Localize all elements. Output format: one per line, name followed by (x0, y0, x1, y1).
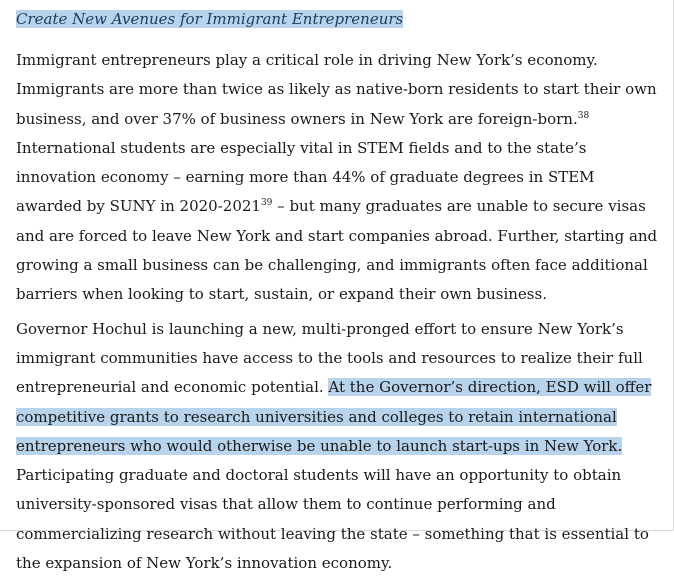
section-heading: Create New Avenues for Immigrant Entrepreneurs (16, 10, 404, 28)
section-heading-row (16, 6, 661, 36)
footnote-ref-39: 39 (260, 198, 273, 209)
paragraph-2-text-a: Governor Hochul is launching a new, multi-pronged effort to ensure New York’s immigrant communities have access to the tools and resources to realize their full entrepreneurial and economic potential. (16, 319, 643, 397)
paragraph-1-text-c: – but many graduates are unable to secure visas and are forced to leave New York and start companies abroad. Further, starting and growing a small business can be challenging, and immigrants often face additional barriers when looking to start, sustain, or expand their own business. (16, 197, 658, 304)
footnote-ref-38: 38 (577, 110, 590, 121)
paragraph-1-text-a: Immigrant entrepreneurs play a critical role in driving New York’s economy. Immigrants are more than twice as likely as native-born residents to start their own business, and over 37% of business owners in New York are foreign-born. (16, 51, 657, 128)
highlighted-sentence: At the Governor’s direction, ESD will offer competitive grants to research universities and colleges to retain international entrepreneurs who would otherwise be unable to launch start-ups in New York. (16, 378, 652, 455)
paragraph-1 (16, 46, 661, 310)
paragraph-2 (16, 315, 661, 579)
paragraph-1-text-b: International students are especially vital in STEM fields and to the state’s innovation economy – earning more than 44% of graduate degrees in STEM awarded by SUNY in 2020-2021 (16, 138, 595, 216)
document-body (16, 6, 661, 583)
paragraph-2-text-b: Participating graduate and doctoral students will have an opportunity to obtain university-sponsored visas that allow them to continue performing and commercializing research without leaving the state – something that is essential to the expansion of New York’s innovation economy. (16, 466, 649, 573)
